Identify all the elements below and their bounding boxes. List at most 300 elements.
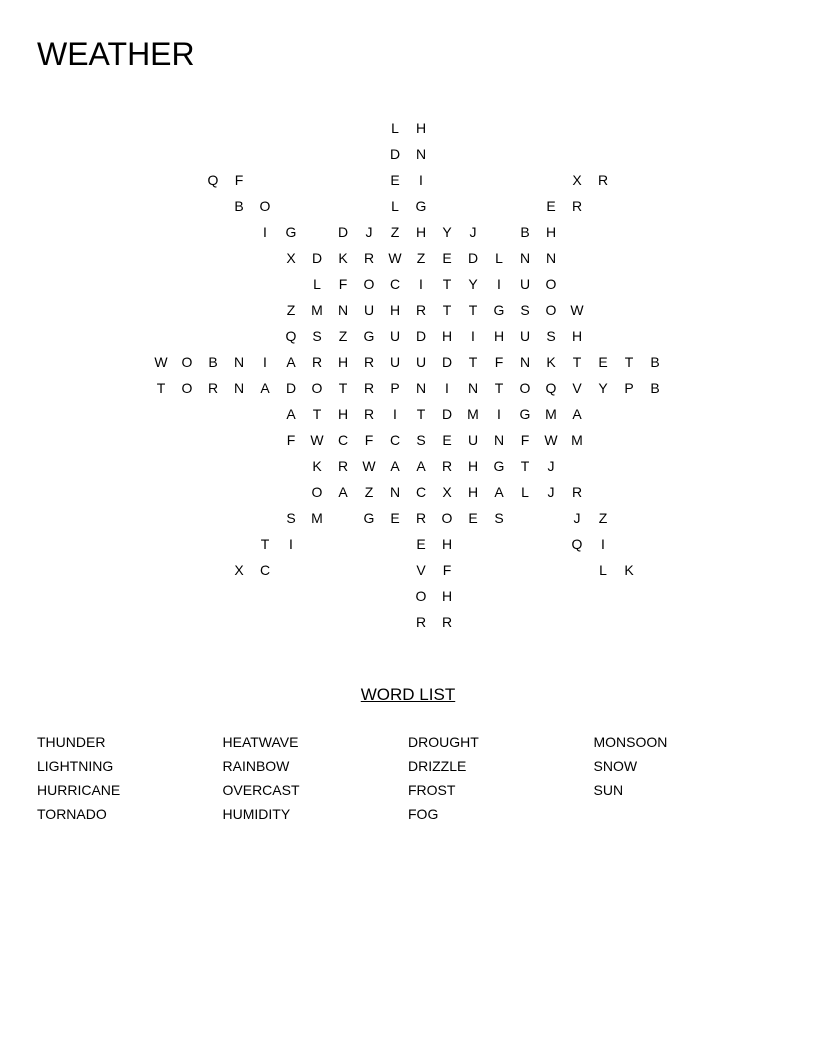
grid-cell — [616, 193, 642, 219]
grid-cell — [460, 609, 486, 635]
grid-cell: H — [337, 406, 349, 422]
grid-cell — [356, 609, 382, 635]
grid-cell: P — [624, 380, 634, 396]
grid-cell: W — [154, 354, 168, 370]
word-list-item: FOG — [408, 806, 439, 822]
grid-cell: C — [337, 432, 349, 448]
grid-cell — [486, 219, 512, 245]
grid-cell — [174, 141, 200, 167]
grid-cell: T — [338, 380, 348, 396]
grid-cell — [330, 141, 356, 167]
grid-cell — [616, 141, 642, 167]
grid-cell: A — [572, 406, 582, 422]
grid-cell: U — [519, 276, 531, 292]
grid-cell: N — [389, 484, 401, 500]
grid-cell: N — [467, 380, 479, 396]
grid-cell: A — [260, 380, 270, 396]
word-list-item: THUNDER — [37, 734, 106, 750]
grid-cell — [200, 609, 226, 635]
grid-cell: J — [547, 458, 555, 474]
grid-cell: G — [415, 198, 427, 214]
word-list-item: FROST — [408, 782, 456, 798]
grid-cell: U — [415, 354, 427, 370]
grid-cell: H — [389, 302, 401, 318]
grid-cell — [226, 427, 252, 453]
grid-cell — [200, 557, 226, 583]
word-search-grid — [148, 115, 668, 635]
grid-cell — [460, 557, 486, 583]
grid-cell — [642, 271, 668, 297]
grid-cell: I — [445, 380, 449, 396]
grid-cell — [252, 141, 278, 167]
grid-cell — [278, 557, 304, 583]
grid-cell: Z — [338, 328, 348, 344]
grid-cell: E — [390, 172, 400, 188]
grid-cell — [148, 245, 174, 271]
grid-cell: R — [363, 380, 375, 396]
word-list-item: HUMIDITY — [222, 806, 291, 822]
grid-cell — [382, 557, 408, 583]
grid-cell — [252, 167, 278, 193]
grid-cell: I — [263, 224, 267, 240]
grid-cell: I — [289, 536, 293, 552]
grid-cell: N — [233, 354, 245, 370]
grid-cell: D — [285, 380, 297, 396]
grid-cell: E — [416, 536, 426, 552]
grid-cell: H — [467, 484, 479, 500]
grid-cell: D — [337, 224, 349, 240]
grid-cell: A — [286, 406, 296, 422]
grid-cell — [226, 453, 252, 479]
grid-cell — [590, 141, 616, 167]
grid-cell — [174, 427, 200, 453]
grid-cell — [200, 323, 226, 349]
grid-cell — [226, 479, 252, 505]
grid-cell — [148, 271, 174, 297]
grid-cell — [460, 193, 486, 219]
grid-cell — [226, 115, 252, 141]
grid-cell — [148, 219, 174, 245]
grid-cell — [148, 453, 174, 479]
grid-cell — [590, 245, 616, 271]
grid-cell: G — [363, 328, 375, 344]
grid-cell: Z — [364, 484, 374, 500]
grid-cell: O — [363, 276, 375, 292]
grid-cell: A — [390, 458, 400, 474]
grid-cell — [304, 219, 330, 245]
grid-cell: A — [338, 484, 348, 500]
grid-cell: J — [365, 224, 373, 240]
word-list-item: RAINBOW — [222, 758, 290, 774]
grid-cell — [538, 115, 564, 141]
grid-cell — [512, 115, 538, 141]
grid-cell: V — [416, 562, 426, 578]
grid-cell: T — [624, 354, 634, 370]
grid-cell — [434, 193, 460, 219]
grid-cell — [200, 219, 226, 245]
grid-cell: L — [391, 198, 399, 214]
grid-cell — [590, 401, 616, 427]
grid-cell — [174, 505, 200, 531]
grid-cell: T — [442, 302, 452, 318]
grid-cell — [252, 323, 278, 349]
grid-cell — [616, 271, 642, 297]
grid-cell — [226, 583, 252, 609]
word-list-item: DRIZZLE — [408, 758, 467, 774]
grid-cell: E — [390, 510, 400, 526]
grid-cell — [460, 583, 486, 609]
grid-cell: M — [545, 406, 557, 422]
grid-cell — [564, 245, 590, 271]
grid-cell — [590, 297, 616, 323]
grid-cell: O — [415, 588, 427, 604]
grid-cell: E — [442, 432, 452, 448]
grid-cell: N — [337, 302, 349, 318]
grid-cell — [616, 427, 642, 453]
grid-cell — [304, 583, 330, 609]
grid-cell — [174, 115, 200, 141]
grid-cell: R — [311, 354, 323, 370]
grid-cell — [278, 453, 304, 479]
grid-cell: H — [441, 536, 453, 552]
grid-cell — [642, 557, 668, 583]
grid-cell — [174, 609, 200, 635]
grid-cell: Y — [442, 224, 452, 240]
grid-cell: M — [571, 432, 583, 448]
grid-cell — [200, 245, 226, 271]
grid-cell — [642, 245, 668, 271]
grid-cell: I — [419, 172, 423, 188]
grid-cell — [148, 401, 174, 427]
grid-cell: D — [415, 328, 427, 344]
grid-cell — [278, 141, 304, 167]
grid-cell — [642, 583, 668, 609]
grid-cell: R — [363, 250, 375, 266]
grid-cell: W — [570, 302, 584, 318]
grid-cell — [486, 609, 512, 635]
grid-cell: K — [312, 458, 322, 474]
grid-cell: F — [234, 172, 244, 188]
grid-cell: N — [519, 354, 531, 370]
grid-cell — [252, 297, 278, 323]
grid-cell — [590, 609, 616, 635]
grid-cell: G — [493, 458, 505, 474]
grid-cell: T — [312, 406, 322, 422]
word-list-item: OVERCAST — [222, 782, 300, 798]
grid-cell — [590, 323, 616, 349]
grid-cell — [538, 167, 564, 193]
grid-cell — [174, 167, 200, 193]
grid-cell: X — [234, 562, 244, 578]
word-list-column — [37, 730, 223, 826]
grid-cell: O — [181, 380, 193, 396]
grid-cell: Q — [545, 380, 557, 396]
grid-cell — [226, 505, 252, 531]
grid-cell — [642, 479, 668, 505]
grid-cell: A — [286, 354, 296, 370]
grid-cell: L — [313, 276, 321, 292]
grid-cell: S — [312, 328, 322, 344]
grid-cell: L — [521, 484, 529, 500]
grid-cell — [356, 193, 382, 219]
grid-cell: Z — [286, 302, 296, 318]
grid-cell — [512, 609, 538, 635]
grid-cell: G — [285, 224, 297, 240]
grid-cell: S — [416, 432, 426, 448]
grid-cell — [616, 115, 642, 141]
grid-cell — [226, 297, 252, 323]
grid-cell: T — [572, 354, 582, 370]
grid-cell — [330, 115, 356, 141]
grid-cell: F — [286, 432, 296, 448]
grid-cell: Z — [390, 224, 400, 240]
grid-cell — [226, 271, 252, 297]
grid-cell: I — [419, 276, 423, 292]
grid-cell — [252, 505, 278, 531]
grid-cell — [486, 531, 512, 557]
grid-cell — [512, 167, 538, 193]
grid-cell — [512, 531, 538, 557]
grid-cell: D — [441, 354, 453, 370]
grid-cell: Y — [468, 276, 478, 292]
grid-cell: S — [546, 328, 556, 344]
grid-cell — [278, 583, 304, 609]
grid-cell: N — [493, 432, 505, 448]
grid-cell: X — [286, 250, 296, 266]
grid-cell — [226, 219, 252, 245]
grid-cell — [200, 583, 226, 609]
grid-cell — [252, 271, 278, 297]
grid-cell — [200, 401, 226, 427]
grid-cell — [642, 115, 668, 141]
grid-cell: V — [572, 380, 582, 396]
grid-cell: M — [311, 510, 323, 526]
grid-cell: P — [390, 380, 400, 396]
grid-cell: T — [468, 354, 478, 370]
grid-cell — [148, 115, 174, 141]
grid-cell: D — [441, 406, 453, 422]
grid-cell: H — [337, 354, 349, 370]
grid-cell: H — [571, 328, 583, 344]
grid-cell — [538, 505, 564, 531]
grid-cell: M — [467, 406, 479, 422]
grid-cell: T — [468, 302, 478, 318]
grid-cell — [174, 271, 200, 297]
grid-cell — [226, 323, 252, 349]
grid-cell — [174, 583, 200, 609]
grid-cell — [304, 557, 330, 583]
grid-cell: O — [545, 276, 557, 292]
grid-cell: H — [441, 588, 453, 604]
grid-cell: X — [442, 484, 452, 500]
grid-cell: D — [467, 250, 479, 266]
grid-cell — [642, 141, 668, 167]
word-list-column — [594, 730, 780, 826]
word-list-item: HEATWAVE — [222, 734, 299, 750]
grid-cell: Z — [416, 250, 426, 266]
grid-cell: E — [598, 354, 608, 370]
grid-cell — [564, 453, 590, 479]
grid-cell — [642, 401, 668, 427]
grid-cell — [148, 167, 174, 193]
grid-cell — [356, 115, 382, 141]
word-list-column — [223, 730, 409, 826]
grid-cell: I — [263, 354, 267, 370]
grid-cell — [486, 167, 512, 193]
grid-cell: R — [363, 354, 375, 370]
grid-cell — [564, 271, 590, 297]
grid-cell — [616, 505, 642, 531]
word-list-item: MONSOON — [593, 734, 668, 750]
grid-cell: E — [468, 510, 478, 526]
grid-cell — [512, 505, 538, 531]
grid-cell: F — [520, 432, 530, 448]
grid-cell — [304, 141, 330, 167]
grid-cell — [512, 557, 538, 583]
grid-cell: R — [571, 484, 583, 500]
grid-cell: R — [441, 458, 453, 474]
grid-cell — [226, 609, 252, 635]
grid-cell — [538, 141, 564, 167]
word-list-item: SUN — [593, 782, 624, 798]
grid-cell: O — [311, 380, 323, 396]
grid-cell: D — [389, 146, 401, 162]
grid-cell: R — [571, 198, 583, 214]
grid-cell: N — [415, 146, 427, 162]
grid-cell — [538, 583, 564, 609]
grid-cell: M — [311, 302, 323, 318]
grid-cell: K — [624, 562, 634, 578]
grid-cell — [382, 609, 408, 635]
grid-cell — [278, 115, 304, 141]
grid-cell: N — [545, 250, 557, 266]
grid-cell: Q — [571, 536, 583, 552]
grid-cell: G — [519, 406, 531, 422]
grid-cell — [304, 531, 330, 557]
grid-cell — [174, 297, 200, 323]
grid-cell — [330, 505, 356, 531]
grid-cell — [512, 583, 538, 609]
grid-cell: N — [519, 250, 531, 266]
grid-cell: L — [495, 250, 503, 266]
grid-cell: O — [519, 380, 531, 396]
grid-cell: R — [415, 614, 427, 630]
grid-cell — [278, 479, 304, 505]
grid-cell — [252, 401, 278, 427]
grid-cell: A — [416, 458, 426, 474]
grid-cell — [200, 193, 226, 219]
word-list-heading: WORD LIST — [360, 685, 456, 704]
grid-cell: U — [467, 432, 479, 448]
grid-cell — [642, 531, 668, 557]
grid-cell: S — [520, 302, 530, 318]
grid-cell — [252, 427, 278, 453]
grid-cell: F — [494, 354, 504, 370]
grid-cell — [590, 583, 616, 609]
grid-cell — [590, 427, 616, 453]
grid-cell — [590, 271, 616, 297]
grid-cell — [148, 479, 174, 505]
grid-cell: F — [442, 562, 452, 578]
grid-cell — [460, 141, 486, 167]
grid-cell — [148, 141, 174, 167]
grid-cell — [148, 297, 174, 323]
grid-cell — [148, 193, 174, 219]
grid-cell — [434, 141, 460, 167]
grid-cell — [590, 115, 616, 141]
grid-cell — [564, 583, 590, 609]
grid-cell — [252, 609, 278, 635]
grid-cell — [616, 609, 642, 635]
grid-cell: T — [442, 276, 452, 292]
grid-cell — [616, 479, 642, 505]
grid-cell — [330, 583, 356, 609]
grid-cell: F — [338, 276, 348, 292]
word-list-item: DROUGHT — [408, 734, 479, 750]
grid-cell — [616, 453, 642, 479]
grid-cell: Y — [598, 380, 608, 396]
grid-cell — [590, 193, 616, 219]
grid-cell: A — [494, 484, 504, 500]
grid-cell — [486, 115, 512, 141]
grid-cell: I — [497, 276, 501, 292]
grid-cell: J — [573, 510, 581, 526]
grid-cell — [200, 141, 226, 167]
grid-cell: Q — [207, 172, 219, 188]
grid-cell — [616, 401, 642, 427]
grid-cell — [200, 505, 226, 531]
grid-cell — [200, 271, 226, 297]
grid-cell: R — [415, 510, 427, 526]
grid-cell — [642, 453, 668, 479]
grid-cell: R — [207, 380, 219, 396]
grid-cell — [486, 583, 512, 609]
grid-cell — [616, 297, 642, 323]
grid-cell — [226, 245, 252, 271]
grid-cell: K — [546, 354, 556, 370]
grid-cell: B — [520, 224, 530, 240]
grid-cell: B — [650, 354, 660, 370]
grid-cell — [174, 323, 200, 349]
grid-cell: T — [416, 406, 426, 422]
grid-cell — [278, 193, 304, 219]
grid-cell: W — [544, 432, 558, 448]
grid-cell — [642, 167, 668, 193]
word-list — [37, 730, 779, 826]
grid-cell: D — [311, 250, 323, 266]
grid-cell — [174, 193, 200, 219]
grid-cell — [642, 193, 668, 219]
grid-cell — [226, 141, 252, 167]
grid-cell: Z — [598, 510, 608, 526]
grid-cell: E — [442, 250, 452, 266]
grid-cell: R — [337, 458, 349, 474]
grid-cell: I — [497, 406, 501, 422]
grid-cell: I — [601, 536, 605, 552]
grid-cell: H — [493, 328, 505, 344]
grid-cell — [382, 583, 408, 609]
grid-cell — [512, 141, 538, 167]
grid-cell: O — [259, 198, 271, 214]
grid-cell: E — [546, 198, 556, 214]
grid-cell — [174, 453, 200, 479]
grid-cell — [564, 219, 590, 245]
grid-cell — [200, 479, 226, 505]
grid-cell — [304, 193, 330, 219]
grid-cell: O — [441, 510, 453, 526]
grid-cell: U — [519, 328, 531, 344]
grid-cell — [642, 609, 668, 635]
